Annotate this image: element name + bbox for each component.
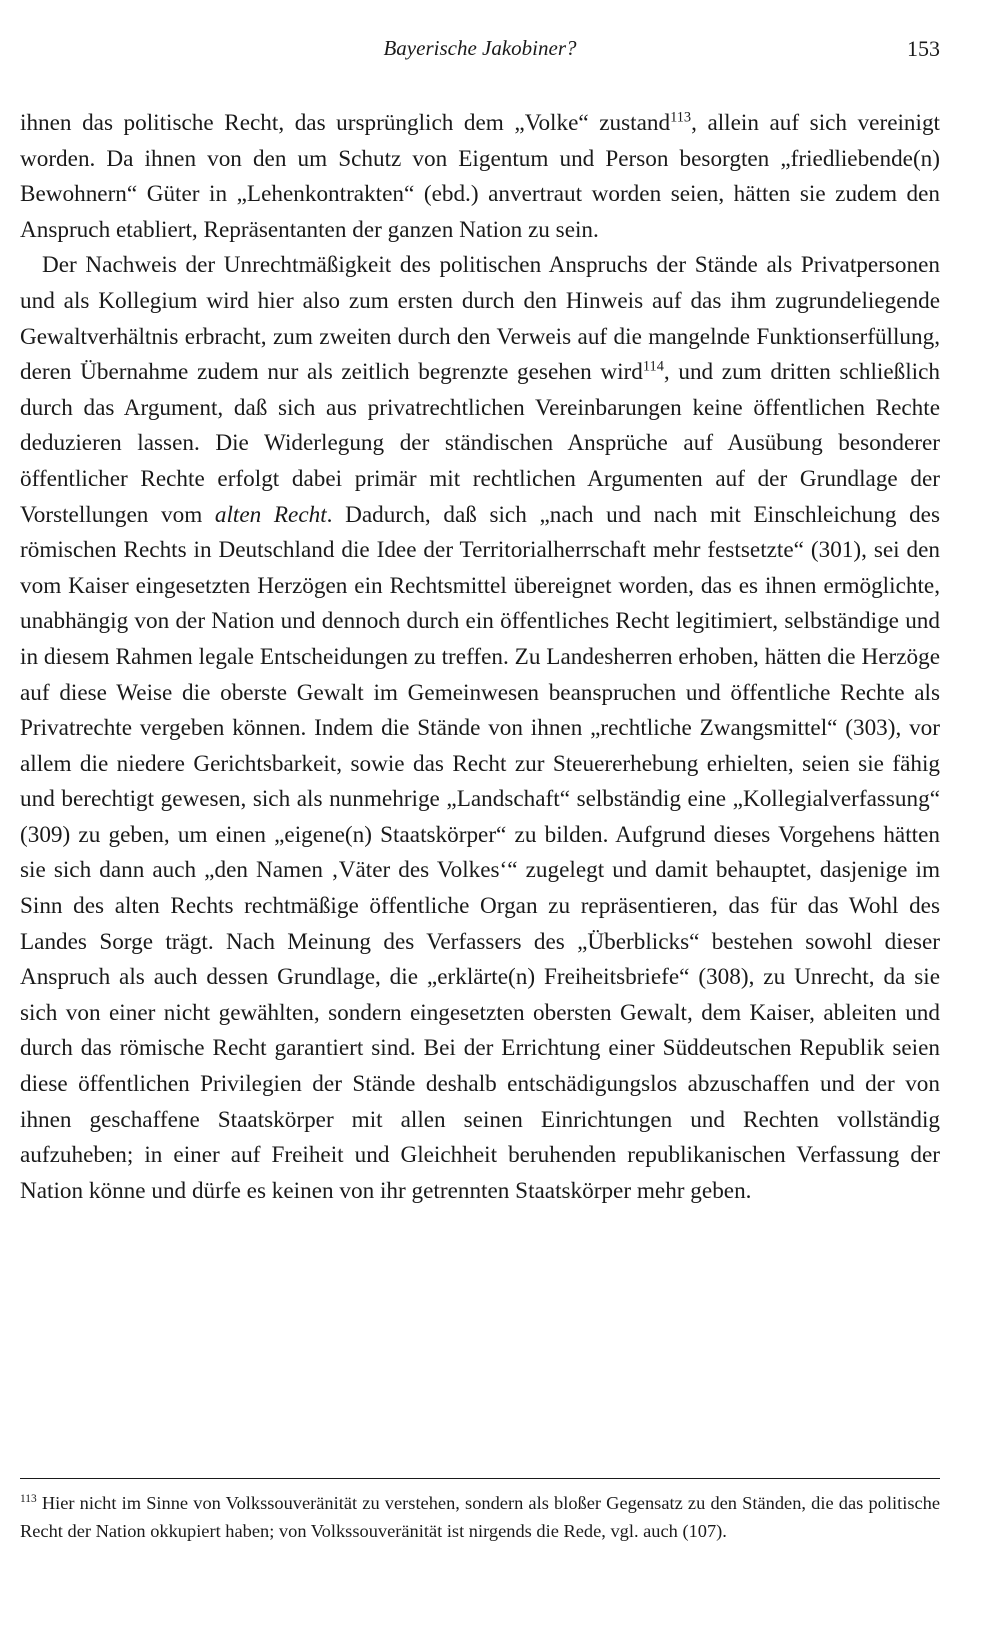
footnote-divider bbox=[20, 1478, 940, 1479]
paragraph-2-text-a: Der Nachweis der Unrechtmäßigkeit des politischen Anspruchs der Stände als Privatpersonen und als Kollegium wird hier also zum ersten durch den Hinweis auf das ihm zugrundeliegende Gewaltverhältnis erbracht, zum zweiten durch den Verweis auf die mangelnde Funktionserfüllung, deren Übernahme zudem nur als zeitlich begrenzte gesehen wird bbox=[20, 252, 940, 386]
paragraph-2-text-b: , und zum dritten schließlich durch das Argument, daß sich aus privatrechtlichen Vereinbarungen keine öffentlichen Rechte deduzieren lassen. Die Widerlegung der ständischen Ansprüche auf Ausübung besonderer öffentlicher Rechte erfolgt dabei primär mit rechtlichen Argumenten auf der Grundlage der Vorstellungen vom bbox=[20, 359, 940, 528]
paragraph-2 bbox=[20, 248, 940, 1209]
paragraph-1 bbox=[20, 106, 940, 248]
page-header bbox=[20, 36, 940, 66]
footnote-ref-114: 114 bbox=[642, 358, 664, 375]
footnote-113 bbox=[20, 1490, 940, 1545]
running-title: Bayerische Jakobiner? bbox=[383, 36, 577, 60]
footnote-ref-113: 113 bbox=[670, 109, 692, 126]
paragraph-2-text-c: . Dadurch, daß sich „nach und nach mit Einschleichung des römischen Rechts in Deutschland die Idee der Territorialherrschaft mehr festsetzte“ (301), sei den vom Kaiser eingesetzten Herzögen ein Rechtsmittel übereignet worden, das es ihnen ermöglichte, unabhängig von der Nation und dennoch durch ein öffentliches Recht legitimiert, selbständige und in diesem Rahmen legale Entscheidungen zu treffen. Zu Landesherren erhoben, hätten die Herzöge auf diese Weise die oberste Gewalt im Gemeinwesen beanspruchen und öffentliche Rechte als Privatrechte vergeben können. Indem die Stände von ihnen „rechtliche Zwangsmittel“ (303), vor allem die niedere Gerichtsbarkeit, sowie das Recht zur Steuererhebung erhielten, seien sie fähig und berechtigt gewesen, sich als nunmehrige „Landschaft“ selbständig eine „Kollegialverfassung“ (309) zu geben, um einen „eigene(n) Staatskörper“ zu bilden. Aufgrund dieses Vorgehens hätten sie sich dann auch „den Namen ‚Väter des Volkes‘“ zugelegt und damit behauptet, dasjenige im Sinn des alten Rechts rechtmäßige öffentliche Organ zu repräsentieren, das für das Wohl des Landes Sorge trägt. Nach Meinung des Verfassers des „Überblicks“ bestehen sowohl dieser Anspruch als auch dessen Grundlage, die „erklärte(n) Freiheitsbriefe“ (308), zu Unrecht, da sie sich von einer nicht gewählten, sondern eingesetzten obersten Gewalt, dem Kaiser, ableiten und durch das römische Recht garantiert sind. Bei der Errichtung einer Süddeutschen Republik seien diese öffentlichen Privilegien der Stände deshalb entschädigungslos abzuschaffen und der von ihnen geschaffene Staatskörper mit allen seinen Einrichtungen und Rechten vollständig aufzuheben; in einer auf Freiheit und Gleichheit beruhenden republikanischen Verfassung der Nation könne und dürfe es keinen von ihr getrennten Staatskörper mehr geben. bbox=[20, 501, 940, 1204]
footnote-marker: 113 bbox=[20, 1492, 37, 1505]
page-number: 153 bbox=[907, 36, 940, 61]
paragraph-1-text-b: , allein auf sich vereinigt worden. Da ihnen von den um Schutz von Eigentum und Person besorgten „friedliebende(n) Bewohnern“ Güter in „Lehenkontrakten“ (ebd.) anvertraut worden seien, hätten sie zudem den Anspruch etabliert, Repräsentanten der ganzen Nation zu sein. bbox=[20, 110, 940, 243]
footnote-text: Hier nicht im Sinne von Volkssouveränität zu verstehen, sondern als bloßer Gegensatz zu den Ständen, die das politische Recht der Nation okkupiert haben; von Volkssouveränität ist nirgends die Rede, vgl. auch (107). bbox=[20, 1493, 940, 1541]
paragraph-1-text-a: ihnen das politische Recht, das ursprünglich dem „Volke“ zustand bbox=[20, 110, 671, 136]
body-text bbox=[20, 106, 940, 1209]
emphasis-alten-recht: alten Recht bbox=[214, 501, 327, 528]
